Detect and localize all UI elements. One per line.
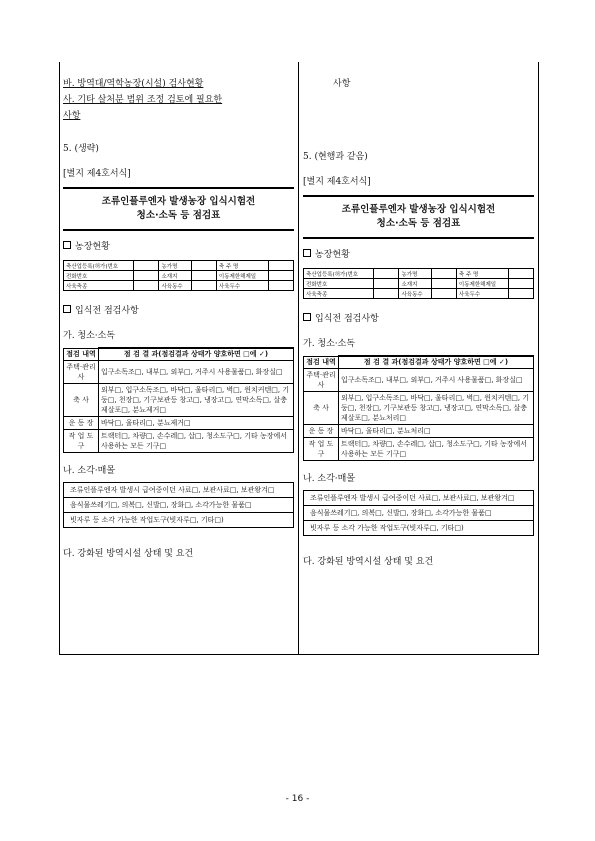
table-row: 사육축종 사육동수 사육두수 (304, 289, 534, 299)
right-farm-heading: 농장현황 (303, 247, 534, 260)
table-row: 축산업등록(허가)번호 농가명 축 주 명 (304, 269, 534, 279)
left-title-line1: 조류인플루엔자 발생농장 입식시험전 (101, 196, 256, 207)
left-top-line-2: 사. 기타 살처분 범위 조정 검토에 필요한 (63, 95, 223, 105)
left-farm-table (63, 260, 294, 291)
left-precheck-heading: 입식전 점검사항 (63, 303, 294, 316)
right-precheck-heading: 입식전 점검사항 (303, 311, 534, 324)
left-form-ref: [별지 제4호서식] (63, 169, 131, 179)
right-sub-na: 나. 소각·매몰 (303, 474, 356, 484)
right-farm-table (303, 268, 534, 299)
left-title-block (63, 187, 294, 231)
left-top-line-1: 바. 방역대/역학농장(시설) 검사현황 (63, 79, 204, 89)
left-sogak-table (63, 482, 294, 528)
right-top-text (303, 78, 534, 91)
right-title-block (303, 195, 534, 239)
table-row: 주택·관리사 입구소독조□, 내부□, 외부□, 거주시 사용물품□, 화장실□ (304, 369, 534, 392)
right-item5: 5. (현행과 같음) (303, 152, 368, 162)
table-row: 빗자루 등 소각 가능한 작업도구(빗자루□, 기타□) (304, 521, 534, 536)
table-row: 사육축종 사육동수 사육두수 (64, 281, 294, 291)
table-header-row: 점검 내역 점 검 결 과(점검결과 상태가 양호하면 □에 ✓) (64, 348, 294, 361)
table-row: 주택·관리사 입구소독조□, 내부□, 외부□, 거주시 사용물품□, 화장실□ (64, 361, 294, 384)
right-title-line1: 조류인플루엔자 발생농장 입식시험전 (341, 204, 496, 215)
table-row: 조류인플루엔자 발생시 급여중이던 사료□, 보관사료□, 보관왕겨□ (304, 491, 534, 506)
left-check-table (63, 347, 294, 453)
table-row: 운 동 장 바닥□, 울타리□, 분뇨제거□ (64, 417, 294, 430)
table-row: 축 사 외부□, 입구소독조□, 바닥□, 울타리□, 벽□, 윈치커텐□, 기둥□, 천장□, 기구보관등 창고□, 냉장고□, 연막소독□, 살충제살포□, 분뇨처리□ (304, 392, 534, 425)
table-row: 축산업등록(허가)번호 농가명 축 주 명 (64, 261, 294, 271)
table-row: 축 사 외부□, 입구소독조□, 바닥□, 울타리□, 벽□, 윈치커텐□, 기둥□, 천장□, 기구보관등 창고□, 냉장고□, 연막소독□, 살충제살포□, 분뇨제거□ (64, 384, 294, 417)
left-item5: 5. (생략) (63, 144, 99, 154)
table-header-row: 점검 내역 점 검 결 과(점검결과 상태가 양호하면 □에 ✓) (304, 356, 534, 369)
right-column (303, 62, 534, 567)
left-sub-na: 나. 소각·매몰 (63, 466, 116, 476)
table-row: 빗자루 등 소각 가능한 작업도구(빗자루□, 기타□) (64, 513, 294, 528)
table-row: 음식물쓰레기□, 의복□, 신발□, 장화□, 소각가능한 물품□ (304, 506, 534, 521)
left-sub-ga: 가. 청소·소독 (63, 331, 116, 341)
left-top-text (63, 78, 294, 123)
left-sub-da: 다. 강화된 방역시설 상태 및 요건 (63, 549, 194, 559)
right-check-table (303, 355, 534, 461)
table-row: 운 동 장 바닥□, 울타리□, 분뇨처리□ (304, 425, 534, 438)
right-form-ref: [별지 제4호서식] (303, 177, 371, 187)
right-sub-ga: 가. 청소·소독 (303, 339, 356, 349)
left-farm-heading: 농장현황 (63, 239, 294, 252)
table-row: 전화번호 소재지 이동제한해제일 (64, 271, 294, 281)
right-title-line2: 청소·소독 등 점검표 (376, 218, 461, 229)
left-column (63, 62, 294, 559)
table-row: 음식물쓰레기□, 의복□, 신발□, 장화□, 소각가능한 물품□ (64, 498, 294, 513)
table-row: 조류인플루엔자 발생시 급여중이던 사료□, 보관사료□, 보관왕겨□ (64, 483, 294, 498)
table-row: 작 업 도 구 트랙터□, 차량□, 손수레□, 삽□, 청소도구□, 기타 농장에서 사용하는 모든 기구□ (304, 438, 534, 461)
right-sogak-table (303, 490, 534, 536)
table-row: 작 업 도 구 트랙터□, 차량□, 손수레□, 삽□, 청소도구□, 기타 농장에서 사용하는 모든 기구□ (64, 430, 294, 453)
right-top-line-1: 사항 (333, 79, 351, 89)
left-top-line-3: 사항 (63, 111, 81, 121)
left-title-line2: 청소·소독 등 점검표 (136, 210, 221, 221)
right-sub-da: 다. 강화된 방역시설 상태 및 요건 (303, 557, 434, 567)
page-number: - 16 - (285, 794, 310, 804)
table-row: 전화번호 소재지 이동제한해제일 (304, 279, 534, 289)
column-divider (298, 62, 299, 654)
